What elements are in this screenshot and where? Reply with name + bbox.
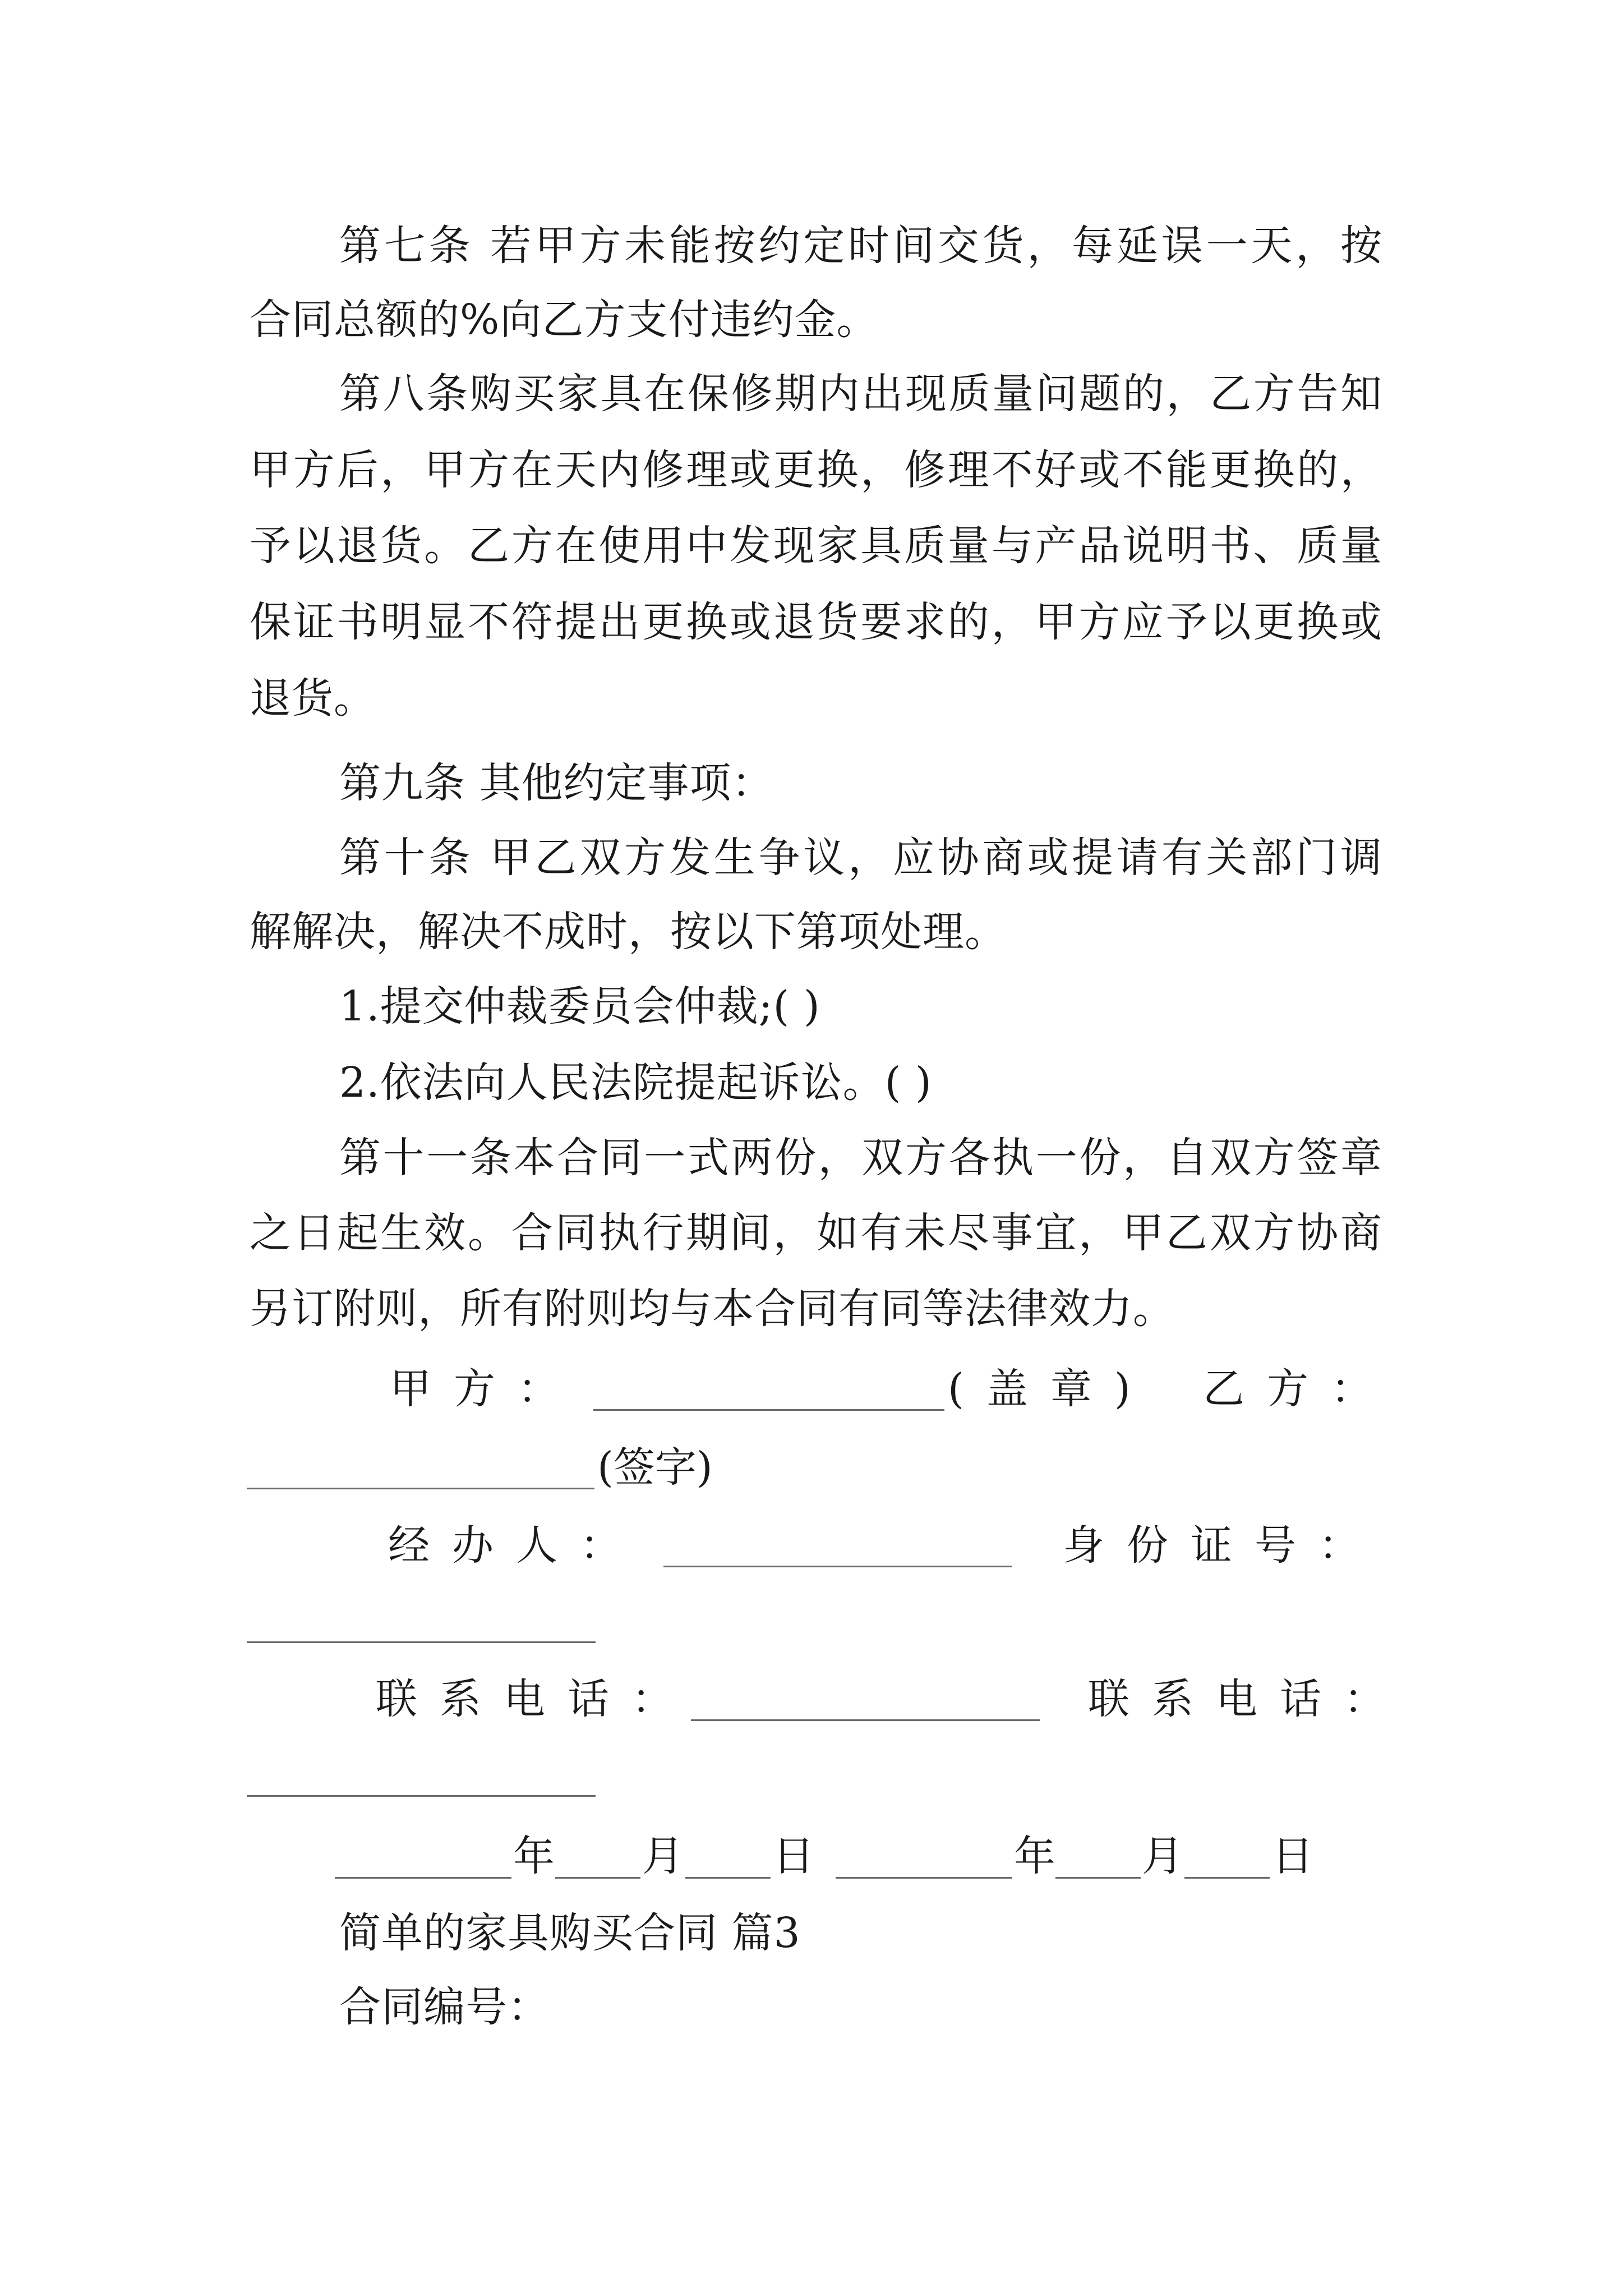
phone-b-blank[interactable] <box>247 1794 596 1797</box>
article-8-line-2: 甲方后，甲方在天内修理或更换，修理不好或不能更换的， <box>250 446 1382 494</box>
date-a-month-blank[interactable] <box>555 1876 640 1879</box>
date-a-day-label: 日 <box>773 1832 814 1880</box>
article-10-line-1: 第十条 甲乙双方发生争议，应协商或提请有关部门调 <box>339 834 1382 882</box>
date-b-year-blank[interactable] <box>836 1876 1012 1879</box>
party-b-label: 乙方： <box>1203 1365 1395 1413</box>
phone-b-label: 联系电话： <box>1088 1675 1408 1723</box>
id-number-label: 身份证号： <box>1063 1521 1382 1570</box>
contract-number-label: 合同编号： <box>339 1983 550 2031</box>
article-7-line-1: 第七条 若甲方未能按约定时间交货，每延误一天，按 <box>339 222 1382 270</box>
agent-blank[interactable] <box>663 1565 1012 1567</box>
party-b-blank[interactable] <box>247 1487 594 1489</box>
party-a-blank[interactable] <box>593 1408 944 1411</box>
date-a-month-label: 月 <box>642 1832 684 1880</box>
date-a-year-label: 年 <box>513 1832 555 1880</box>
article-11-line-1: 第十一条本合同一式两份，双方各执一份，自双方签章 <box>339 1134 1382 1182</box>
agent-label: 经办人： <box>388 1521 644 1570</box>
article-10-item-1: 1.提交仲裁委员会仲裁;( ) <box>339 982 820 1030</box>
date-b-day-label: 日 <box>1272 1832 1313 1880</box>
sign-label: (签字) <box>597 1443 713 1492</box>
date-b-day-blank[interactable] <box>1184 1876 1270 1879</box>
seal-label: (盖章) <box>948 1365 1153 1413</box>
date-a-day-blank[interactable] <box>685 1876 771 1879</box>
article-9-line-1: 第九条 其他约定事项： <box>339 759 774 807</box>
id-number-blank[interactable] <box>247 1640 596 1643</box>
date-b-month-blank[interactable] <box>1055 1876 1141 1879</box>
date-b-month-label: 月 <box>1142 1832 1183 1880</box>
article-10-item-2: 2.依法向人民法院提起诉讼。( ) <box>339 1059 932 1107</box>
date-a-year-blank[interactable] <box>335 1876 511 1879</box>
article-10-line-2: 解解决，解决不成时，按以下第项处理。 <box>250 908 1007 956</box>
article-11-line-3: 另订附则，所有附则均与本合同有同等法律效力。 <box>250 1285 1175 1333</box>
article-11-line-2: 之日起生效。合同执行期间，如有未尽事宜，甲乙双方协商 <box>250 1209 1382 1257</box>
section-3-title: 简单的家具购买合同 篇3 <box>339 1909 801 1957</box>
date-b-year-label: 年 <box>1014 1832 1055 1880</box>
party-a-label: 甲方： <box>390 1365 582 1413</box>
phone-a-blank[interactable] <box>691 1718 1040 1721</box>
article-8-line-4: 保证书明显不符提出更换或退货要求的，甲方应予以更换或 <box>250 598 1382 646</box>
article-8-line-1: 第八条购买家具在保修期内出现质量问题的，乙方告知 <box>339 370 1382 418</box>
article-7-line-2: 合同总额的%向乙方支付违约金。 <box>250 296 879 344</box>
phone-a-label: 联系电话： <box>376 1675 695 1723</box>
article-8-line-3: 予以退货。乙方在使用中发现家具质量与产品说明书、质量 <box>250 522 1382 570</box>
article-8-line-5: 退货。 <box>250 674 376 723</box>
